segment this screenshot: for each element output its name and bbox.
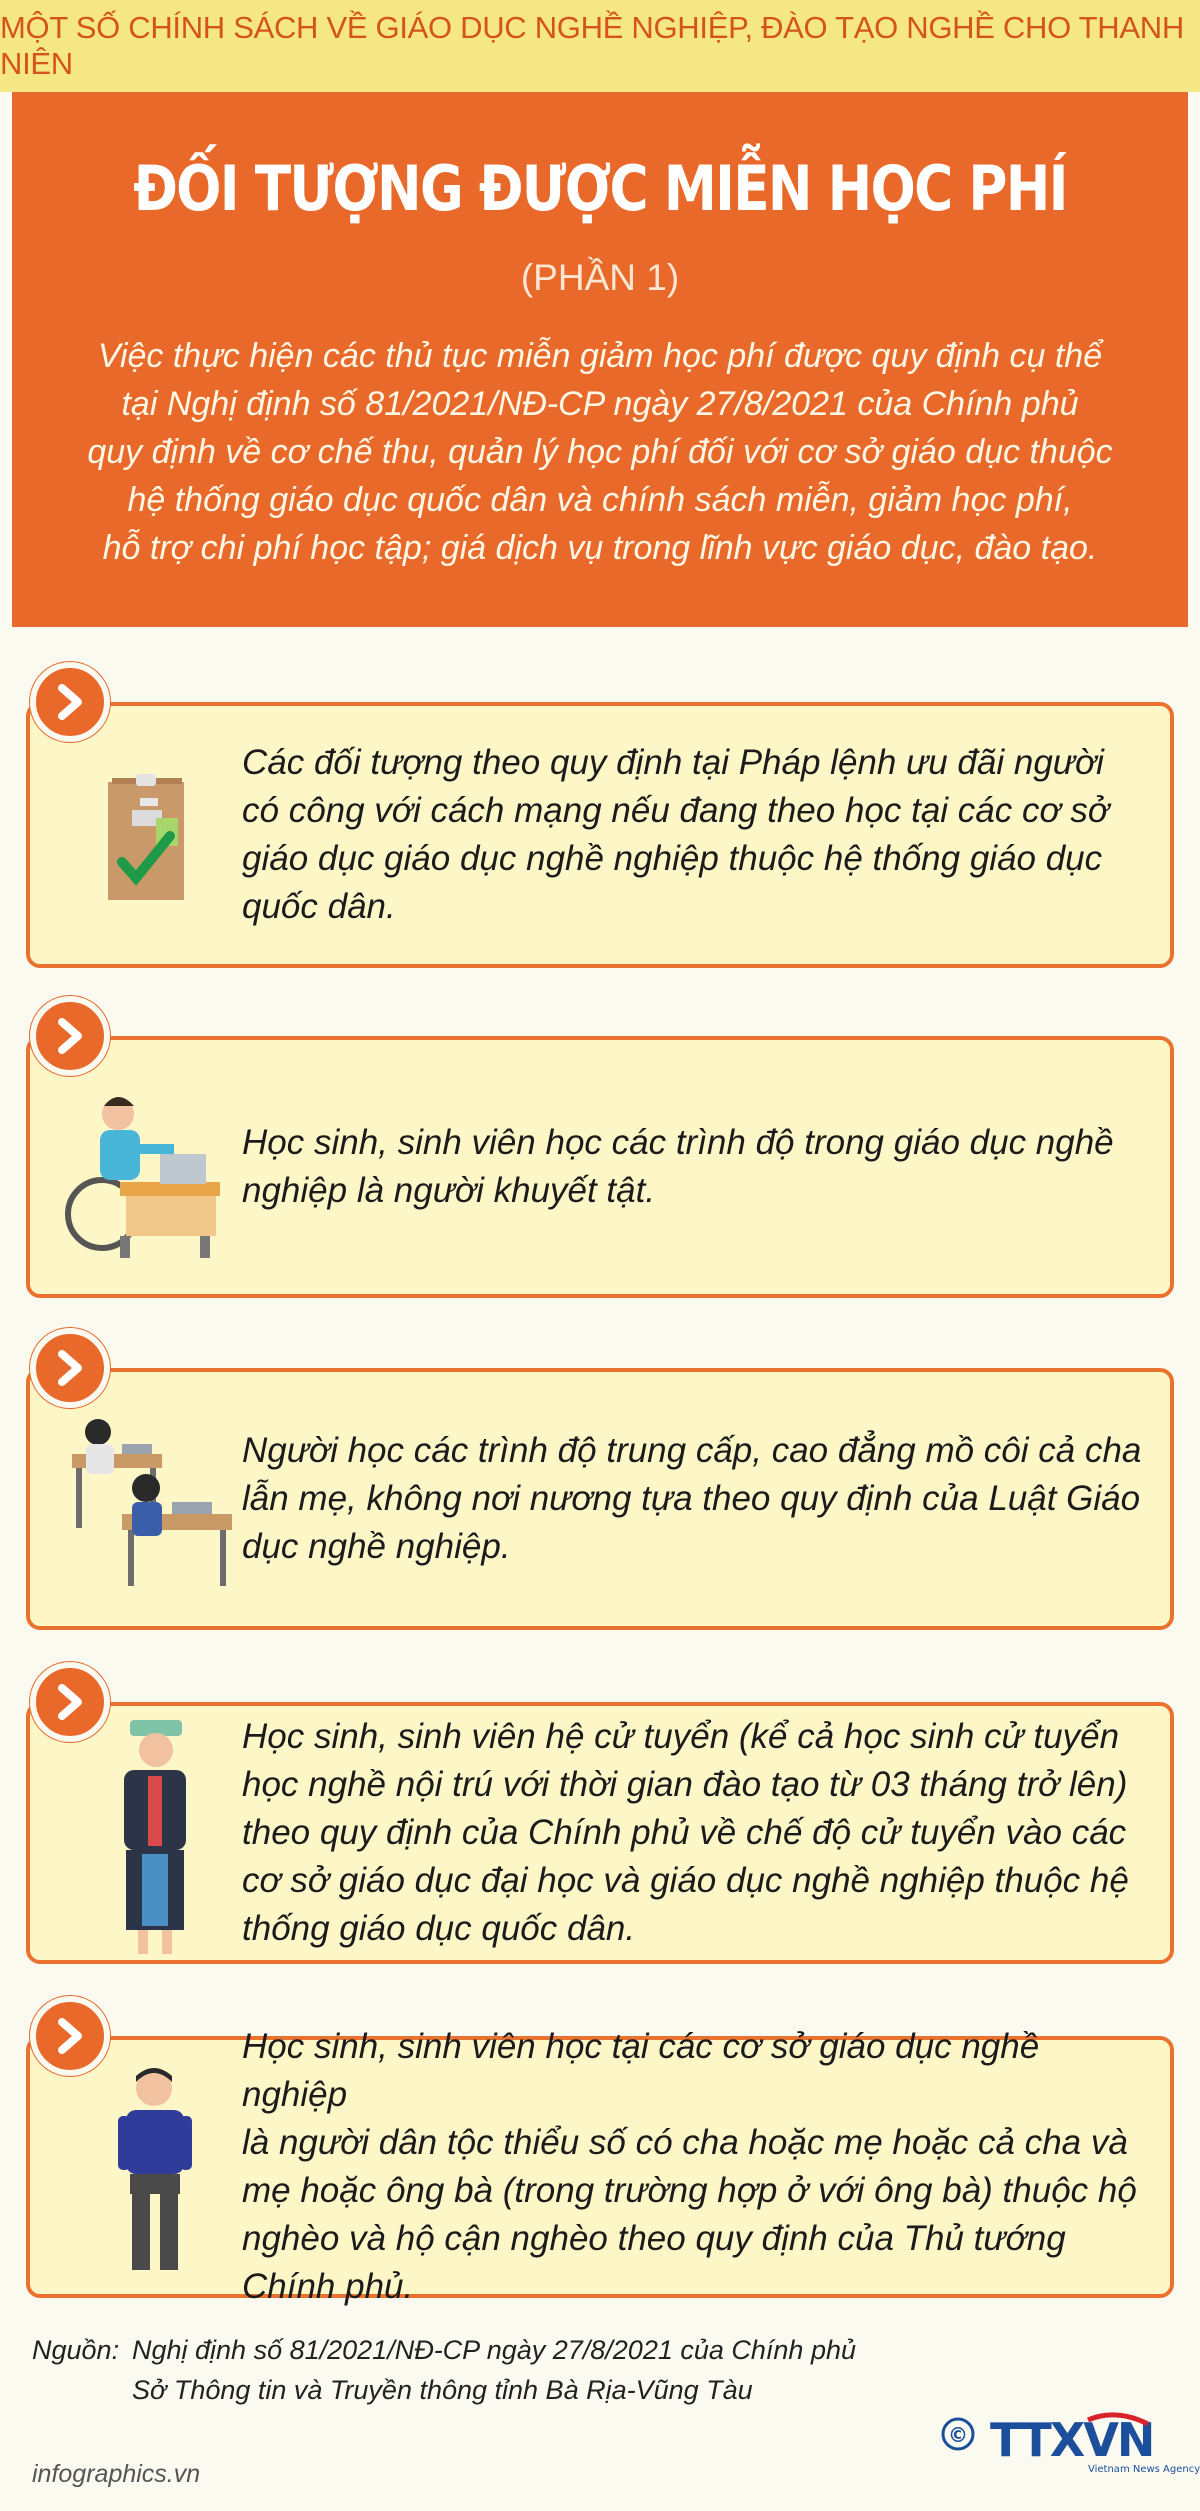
top-banner <box>0 0 1200 92</box>
source-line: Sở Thông tin và Truyền thông tỉnh Bà Rịa-Vũng Tàu <box>132 2375 753 2405</box>
footer-url: infographics.vn <box>32 2460 201 2488</box>
intro-line: Việc thực hiện các thủ tục miễn giảm học phí được quy định cụ thể <box>97 337 1103 375</box>
item-line: Học sinh, sinh viên hệ cử tuyển (kể cả học sinh cử tuyển <box>242 1717 1120 1756</box>
item-line: nghiệp là người khuyết tật. <box>242 1171 656 1210</box>
page-subtitle: (PHẦN 1) <box>520 257 680 298</box>
item-card <box>26 2027 1174 2306</box>
intro-line: hệ thống giáo dục quốc dân và chính sách miễn, giảm học phí, <box>127 481 1073 519</box>
item-line: theo quy định của Chính phủ về chế độ cử tuyển vào các <box>242 1813 1127 1852</box>
item-text <box>242 706 1152 964</box>
item-line: dục nghề nghiệp. <box>242 1527 511 1566</box>
item-line: quốc dân. <box>242 887 396 926</box>
item-line: mẹ hoặc ông bà (trong trường hợp ở với ông bà) thuộc hộ <box>242 2171 1137 2210</box>
item-text <box>242 1372 1152 1626</box>
chevron-right-icon <box>30 1328 110 1408</box>
item-line: lẫn mẹ, không nơi nương tựa theo quy định của Luật Giáo <box>242 1479 1141 1518</box>
students-at-desks-icon <box>42 1414 242 1594</box>
item-line: có công với cách mạng nếu đang theo học tại các cơ sở <box>242 791 1110 830</box>
item-line: Học sinh, sinh viên học các trình độ trong giáo dục nghề <box>242 1123 1114 1162</box>
item-card <box>26 702 1174 968</box>
item-card <box>26 1036 1174 1298</box>
item-line: giáo dục giáo dục nghề nghiệp thuộc hệ thống giáo dục <box>242 839 1103 878</box>
chevron-right-icon <box>30 1662 110 1742</box>
item-card <box>26 1702 1174 1964</box>
item-text <box>242 1706 1152 1960</box>
item-line: Học sinh, sinh viên học tại các cơ sở giáo dục nghề nghiệp <box>242 2027 1040 2114</box>
ethnic-woman-icon <box>100 1714 210 1960</box>
item-line: Các đối tượng theo quy định tại Pháp lệnh ưu đãi người <box>242 743 1104 782</box>
item-line: Người học các trình độ trung cấp, cao đẳng mồ côi cả cha <box>242 1431 1142 1470</box>
copyright-symbol: © <box>948 2423 968 2447</box>
header-section <box>0 92 1200 627</box>
item-text <box>242 1040 1152 1294</box>
chevron-right-icon <box>30 662 110 742</box>
source-line: Nghị định số 81/2021/NĐ-CP ngày 27/8/2021 của Chính phủ <box>132 2335 856 2365</box>
logo-text: TTXVN <box>990 2413 1154 2467</box>
intro-line: hỗ trợ chi phí học tập; giá dịch vụ trong lĩnh vực giáo dục, đào tạo. <box>102 529 1098 567</box>
chevron-right-icon <box>30 996 110 1076</box>
item-card <box>26 1368 1174 1630</box>
source-label: Nguồn: <box>32 2335 120 2365</box>
item-text <box>242 2027 1152 2306</box>
intro-line: tại Nghị định số 81/2021/NĐ-CP ngày 27/8/2021 của Chính phủ <box>121 385 1079 423</box>
item-line: thống giáo dục quốc dân. <box>242 1909 636 1948</box>
ethnic-man-icon <box>110 2064 200 2284</box>
page-title: ĐỐI TƯỢNG ĐƯỢC MIỄN HỌC PHÍ <box>133 152 1067 225</box>
chevron-right-icon <box>30 1996 110 2076</box>
item-line: cơ sở giáo dục đại học và giáo dục nghề nghiệp thuộc hệ <box>242 1861 1129 1900</box>
checklist-icon <box>70 764 220 914</box>
banner-text: MỘT SỐ CHÍNH SÁCH VỀ GIÁO DỤC NGHỀ NGHIỆP, ĐÀO TẠO NGHỀ CHO THANH NIÊN <box>0 10 1184 81</box>
item-line: nghèo và hộ cận nghèo theo quy định của Thủ tướng <box>242 2219 1066 2258</box>
ttxvn-logo <box>938 2410 1200 2480</box>
item-line: Chính phủ. <box>242 2267 414 2306</box>
intro-line: quy định về cơ chế thu, quản lý học phí đối với cơ sở giáo dục thuộc <box>87 433 1113 471</box>
wheelchair-student-icon <box>60 1084 230 1264</box>
logo-subtext: Vietnam News Agency <box>1088 2464 1200 2475</box>
item-line: là người dân tộc thiểu số có cha hoặc mẹ hoặc cả cha và <box>242 2123 1128 2162</box>
intro-paragraph <box>52 332 1148 572</box>
item-line: học nghề nội trú với thời gian đào tạo từ 03 tháng trở lên) <box>242 1765 1128 1804</box>
